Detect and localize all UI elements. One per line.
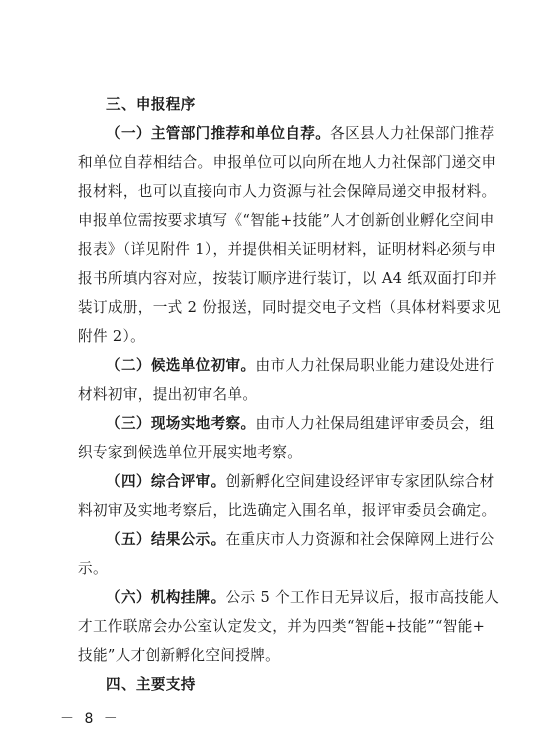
paragraph-4-line-1 — [106, 472, 498, 492]
paragraph-1-text: 各区县人力社保部门推荐 — [330, 125, 495, 142]
paragraph-1-label: （一）主管部门推荐和单位自荐。 — [106, 125, 331, 142]
paragraph-3-line-1 — [106, 414, 498, 434]
paragraph-5-line-1 — [106, 530, 498, 550]
paragraph-1-line-4: 申报单位需按要求填写《“智能+技能”人才创新创业孵化空间申 — [78, 212, 495, 229]
page-number: － 8 － — [60, 711, 121, 727]
paragraph-1-line-3: 报材料，也可以直接向市人力资源与社会保障局递交申报材料。 — [78, 183, 497, 200]
paragraph-2-line-2: 材料初审，提出初审名单。 — [78, 386, 258, 403]
section-heading-procedure: 三、申报程序 — [106, 96, 196, 113]
paragraph-6-label: （六）机构挂牌。 — [106, 589, 226, 606]
paragraph-5-text: 在重庆市人力资源和社会保障网上进行公 — [225, 531, 495, 548]
paragraph-2-label: （二）候选单位初审。 — [106, 357, 256, 374]
paragraph-1-line-2: 和单位自荐相结合。申报单位可以向所在地人力社保部门递交申 — [78, 154, 497, 171]
paragraph-2-text: 由市人力社保局职业能力建设处进行 — [255, 357, 495, 374]
paragraph-4-text: 创新孵化空间建设经评审专家团队综合材 — [225, 473, 495, 490]
paragraph-5-line-2: 示。 — [78, 560, 108, 577]
paragraph-1-line-6: 报书所填内容对应，按装订顺序进行装订，以 A4 纸双面打印并 — [78, 270, 498, 287]
paragraph-4-line-2: 料初审及实地考察后，比选确定入围名单，报评审委员会确定。 — [78, 502, 497, 519]
paragraph-4-label: （四）综合评审。 — [106, 473, 226, 490]
paragraph-6-text: 公示 5 个工作日无异议后，报市高技能人 — [225, 589, 500, 606]
paragraph-3-line-2: 织专家到候选单位开展实地考察。 — [78, 444, 303, 461]
paragraph-1-line-5: 报表》（详见附件 1），并提供相关证明材料，证明材料必须与申 — [78, 241, 497, 258]
paragraph-6-line-3: 技能”人才创新孵化空间授牌。 — [78, 647, 281, 664]
paragraph-3-text: 由市人力社保局组建评审委员会，组 — [255, 415, 495, 432]
paragraph-6-line-2: 才工作联席会办公室认定发文，并为四类“智能+技能”“智能+ — [78, 618, 486, 635]
paragraph-5-label: （五）结果公示。 — [106, 531, 226, 548]
paragraph-2-line-1 — [106, 356, 498, 376]
paragraph-1-line-8: 附件 2）。 — [78, 328, 146, 345]
section-heading-support: 四、主要支持 — [106, 676, 196, 693]
paragraph-6-line-1 — [106, 588, 498, 608]
paragraph-3-label: （三）现场实地考察。 — [106, 415, 256, 432]
paragraph-1-line-7: 装订成册，一式 2 份报送，同时提交电子文档（具体材料要求见 — [78, 299, 502, 316]
paragraph-1-line-1 — [106, 124, 498, 144]
